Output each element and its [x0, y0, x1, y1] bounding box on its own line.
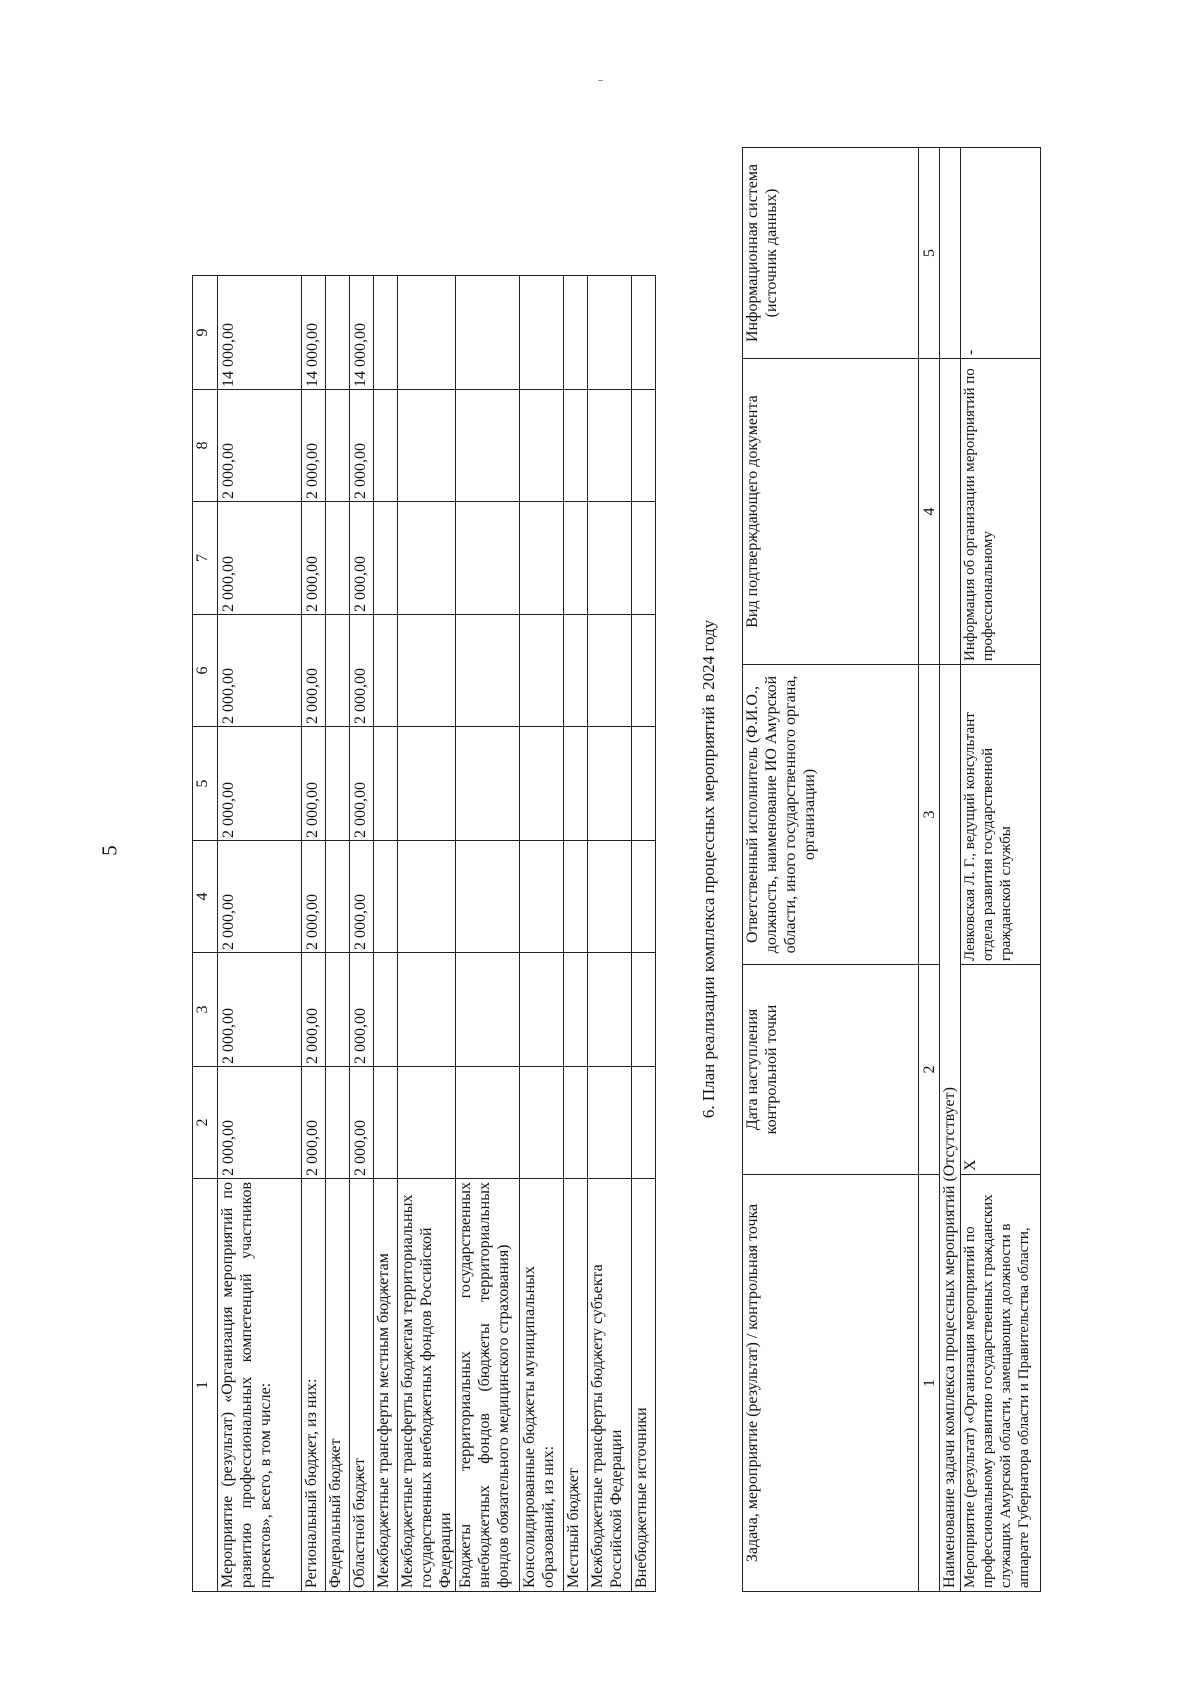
plan-number-row [919, 148, 940, 1592]
cell-value: 2 000,00 [302, 841, 326, 953]
budget-col-header: 5 [193, 727, 218, 841]
cell-value [398, 390, 456, 502]
cell-value: 2 000,00 [350, 841, 374, 953]
row-label: Федеральный бюджет [326, 1179, 350, 1592]
cell-value [564, 615, 588, 727]
cell-value [564, 953, 588, 1067]
cell-value [520, 727, 564, 841]
table-row [588, 276, 632, 1592]
scan-mark [598, 80, 603, 81]
cell-value: 2 000,00 [302, 502, 326, 615]
cell-value [326, 953, 350, 1067]
cell-value [374, 390, 398, 502]
cell-value [632, 727, 656, 841]
cell-value [564, 727, 588, 841]
plan-col-number: 4 [919, 359, 940, 665]
row-label: Мероприятие (результат) «Организация мероприятий по развитию профессиональных компетенций участников проектов», всего, в том числе: [218, 1179, 302, 1592]
budget-col-header: 9 [193, 276, 218, 390]
budget-col-header: 4 [193, 841, 218, 953]
budget-col-header: 7 [193, 502, 218, 615]
cell-value [456, 953, 520, 1067]
row-label: Местный бюджет [564, 1179, 588, 1592]
table-row [520, 276, 564, 1592]
table-row [218, 276, 302, 1592]
cell-value [564, 390, 588, 502]
cell-value: 2 000,00 [218, 841, 302, 953]
table-row [398, 276, 456, 1592]
budget-col-header: 6 [193, 615, 218, 727]
cell-value: 14 000,00 [302, 276, 326, 390]
table-row [350, 276, 374, 1592]
event-info-system: - [961, 148, 1041, 359]
cell-value: 2 000,00 [302, 390, 326, 502]
cell-value [374, 953, 398, 1067]
budget-col-header: 2 [193, 1067, 218, 1179]
cell-value [398, 615, 456, 727]
cell-value [326, 727, 350, 841]
cell-value [398, 502, 456, 615]
cell-value: 2 000,00 [218, 1067, 302, 1179]
cell-value [564, 841, 588, 953]
row-label: Консолидированные бюджеты муниципальных образований, из них: [520, 1179, 564, 1592]
table-row [456, 276, 520, 1592]
task-empty-cell [940, 148, 961, 359]
cell-value: 2 000,00 [350, 727, 374, 841]
cell-value [326, 502, 350, 615]
budget-col-header: 3 [193, 953, 218, 1067]
event-date: X [961, 965, 1041, 1175]
plan-col-header: Ответственный исполнитель (Ф.И.О., должность, наименование ИО Амурской области, иного государственного органа, организации) [743, 665, 919, 965]
row-label: Областной бюджет [350, 1179, 374, 1592]
task-empty-cell [940, 665, 961, 965]
cell-value: 2 000,00 [218, 390, 302, 502]
cell-value: 2 000,00 [350, 502, 374, 615]
cell-value: 14 000,00 [218, 276, 302, 390]
cell-value: 2 000,00 [302, 727, 326, 841]
cell-value [398, 276, 456, 390]
plan-col-header: Вид подтверждающего документа [743, 359, 919, 665]
task-empty-cell [940, 359, 961, 665]
cell-value: 2 000,00 [218, 953, 302, 1067]
row-label: Региональный бюджет, из них: [302, 1179, 326, 1592]
cell-value [632, 276, 656, 390]
cell-value [588, 841, 632, 953]
cell-value: 2 000,00 [302, 615, 326, 727]
cell-value [564, 502, 588, 615]
cell-value: 2 000,00 [218, 727, 302, 841]
cell-value [456, 390, 520, 502]
cell-value [520, 1067, 564, 1179]
cell-value [588, 727, 632, 841]
cell-value: 2 000,00 [302, 953, 326, 1067]
table-row [374, 276, 398, 1592]
cell-value [398, 953, 456, 1067]
cell-value [564, 1067, 588, 1179]
cell-value [374, 727, 398, 841]
cell-value [374, 841, 398, 953]
cell-value: 2 000,00 [350, 615, 374, 727]
cell-value [632, 502, 656, 615]
rotated-page-content [82, 129, 1112, 1609]
cell-value [326, 615, 350, 727]
cell-value [520, 390, 564, 502]
section-title: 6. План реализации комплекса процессных мероприятий в 2024 году [699, 619, 718, 1119]
task-name: Наименование задачи комплекса процессных мероприятий (Отсутствует) [940, 965, 961, 1592]
cell-value [374, 276, 398, 390]
cell-value [456, 502, 520, 615]
table-row [632, 276, 656, 1592]
plan-col-header: Задача, мероприятие (результат) / контрольная точка [743, 1175, 919, 1592]
task-row [940, 148, 961, 1592]
cell-value: 2 000,00 [218, 502, 302, 615]
row-label: Межбюджетные трансферты бюджету субъекта Российской Федерации [588, 1179, 632, 1592]
row-label: Межбюджетные трансферты бюджетам территориальных государственных внебюджетных фондов Российской Федерации [398, 1179, 456, 1592]
plan-col-number: 5 [919, 148, 940, 359]
plan-col-header: Дата наступления контрольной точки [743, 965, 919, 1175]
cell-value [564, 276, 588, 390]
cell-value [588, 953, 632, 1067]
cell-value [456, 276, 520, 390]
cell-value [588, 502, 632, 615]
cell-value [520, 953, 564, 1067]
budget-col-header: 1 [193, 1179, 218, 1592]
table-row [564, 276, 588, 1592]
cell-value [398, 841, 456, 953]
cell-value: 2 000,00 [350, 953, 374, 1067]
cell-value [326, 1067, 350, 1179]
cell-value: 14 000,00 [350, 276, 374, 390]
cell-value [456, 841, 520, 953]
budget-header-row [193, 276, 218, 1592]
cell-value [588, 615, 632, 727]
cell-value [632, 615, 656, 727]
cell-value [456, 615, 520, 727]
cell-value [632, 1067, 656, 1179]
cell-value [632, 841, 656, 953]
table-row [326, 276, 350, 1592]
cell-value: 2 000,00 [302, 1067, 326, 1179]
cell-value: 2 000,00 [350, 390, 374, 502]
cell-value [456, 727, 520, 841]
cell-value [398, 727, 456, 841]
cell-value [520, 502, 564, 615]
cell-value: 2 000,00 [218, 615, 302, 727]
cell-value [374, 502, 398, 615]
cell-value [588, 1067, 632, 1179]
cell-value [326, 276, 350, 390]
cell-value [632, 953, 656, 1067]
budget-table [192, 275, 656, 1592]
plan-col-number: 2 [919, 965, 940, 1175]
page-number: 5 [97, 845, 122, 856]
cell-value [632, 390, 656, 502]
table-row [961, 148, 1041, 1592]
cell-value [588, 390, 632, 502]
row-label: Межбюджетные трансферты местным бюджетам [374, 1179, 398, 1592]
cell-value [520, 276, 564, 390]
event-executor: Левковская Л. Г., ведущий консультант отдела развития государственной гражданской службы [961, 665, 1041, 965]
cell-value [374, 1067, 398, 1179]
cell-value [520, 841, 564, 953]
cell-value [520, 615, 564, 727]
event-document: Информация об организации мероприятий по профессиональному [961, 359, 1041, 665]
event-name: Мероприятие (результат) «Организация мероприятий по профессиональному развитию государственных гражданских служащих Амурской области, замещающих должности в аппарате Губернатора области и Правительства области, [961, 1175, 1041, 1592]
cell-value [588, 276, 632, 390]
cell-value [374, 615, 398, 727]
table-row [302, 276, 326, 1592]
cell-value [456, 1067, 520, 1179]
plan-table [742, 147, 1041, 1592]
cell-value: 2 000,00 [350, 1067, 374, 1179]
plan-col-number: 1 [919, 1175, 940, 1592]
cell-value [398, 1067, 456, 1179]
budget-col-header: 8 [193, 390, 218, 502]
row-label: Внебюджетные источники [632, 1179, 656, 1592]
cell-value [326, 390, 350, 502]
plan-col-number: 3 [919, 665, 940, 965]
plan-header-row [743, 148, 919, 1592]
cell-value [326, 841, 350, 953]
plan-col-header: Информационная система (источник данных) [743, 148, 919, 359]
row-label: Бюджеты территориальных государственных внебюджетных фондов (бюджеты территориальных фондов обязательного медицинского страхования) [456, 1179, 520, 1592]
